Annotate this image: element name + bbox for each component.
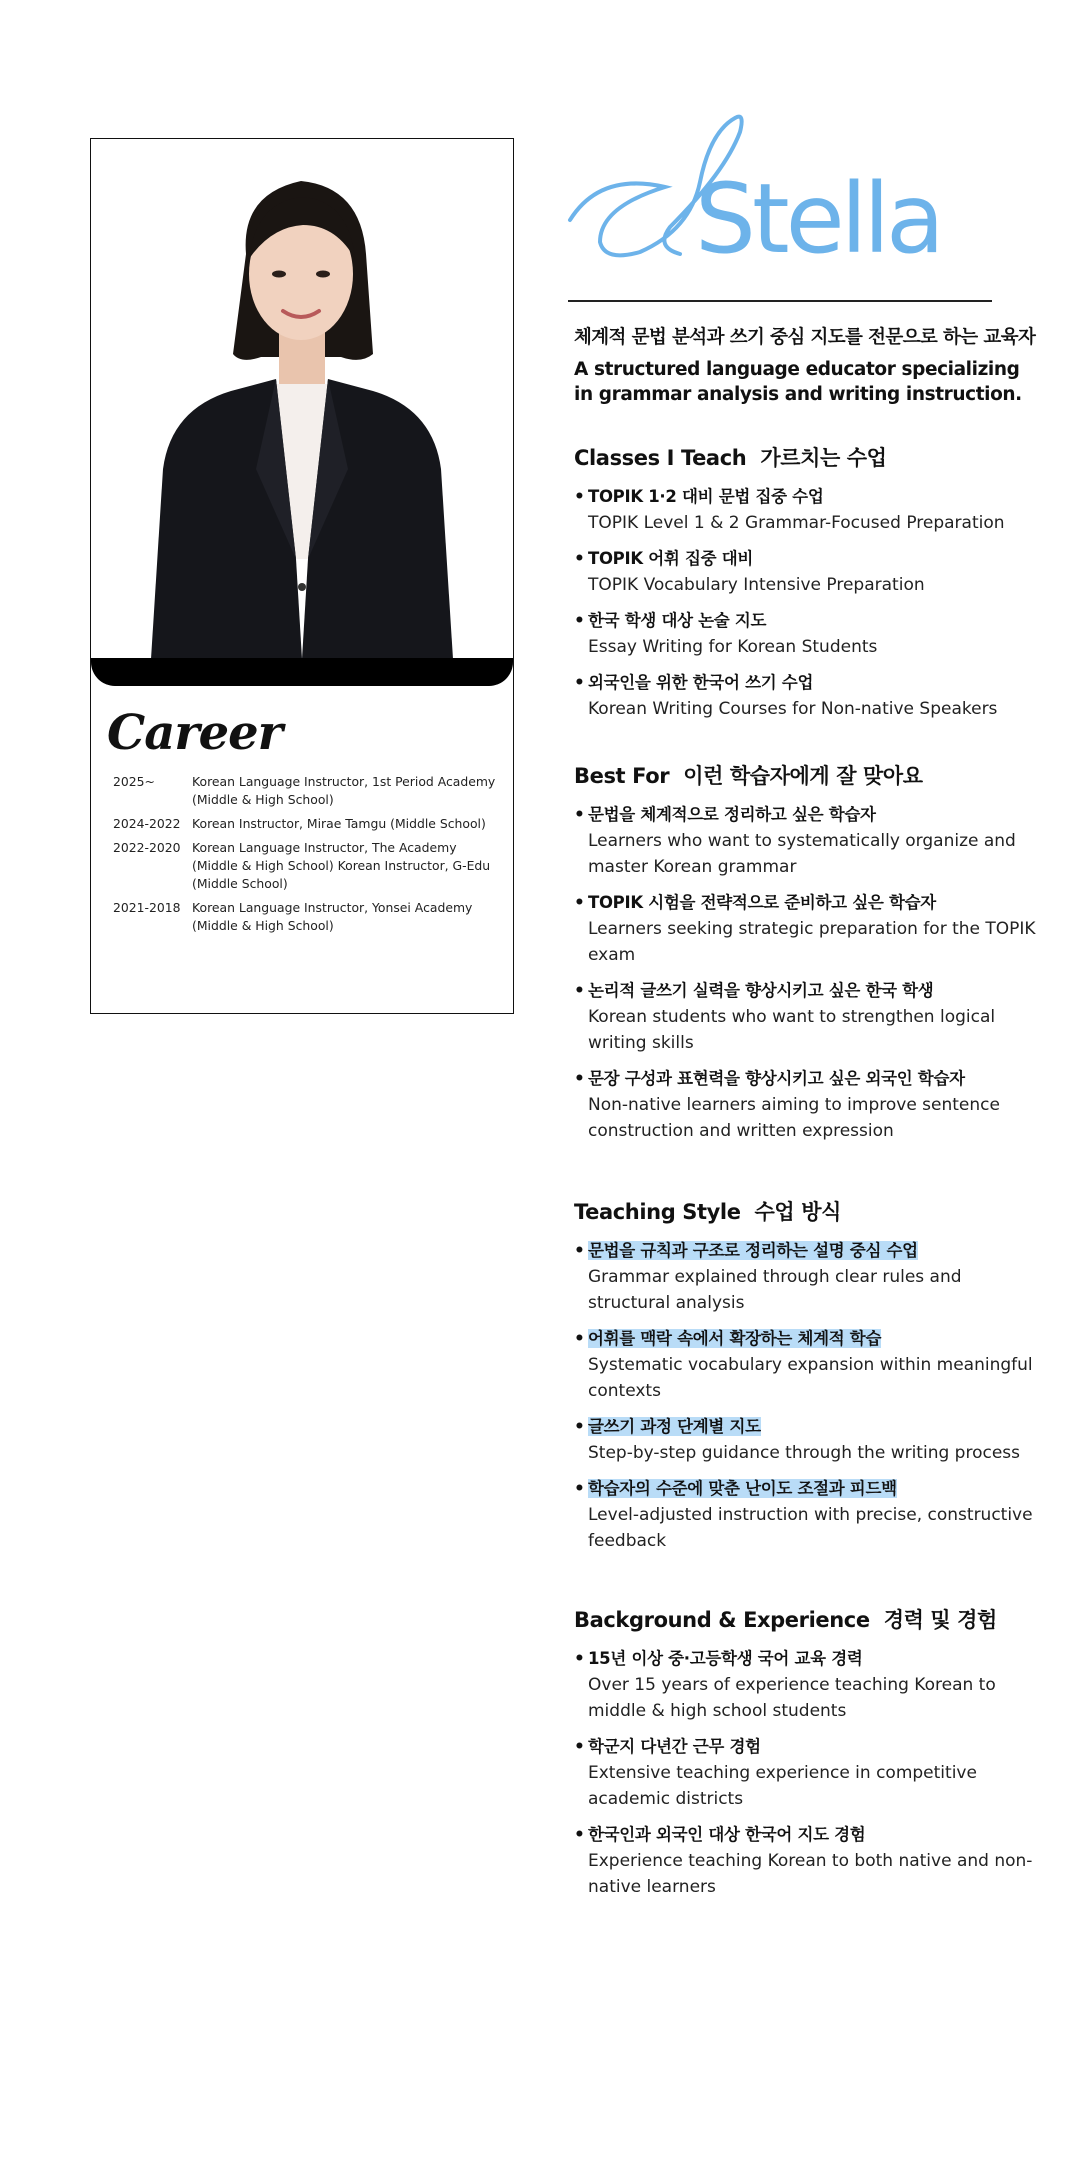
section-title-ko: 이런 학습자에게 잘 맞아요 (683, 764, 923, 788)
item-ko: 한국 학생 대상 논술 지도 (588, 611, 767, 630)
career-year: 2025~ (113, 774, 155, 789)
item-en: Experience teaching Korean to both native and non-native learners (588, 1851, 1033, 1897)
career-year: 2024-2022 (113, 816, 181, 831)
item-en: Korean Writing Courses for Non-native Speakers (588, 699, 998, 719)
section-best-for (574, 760, 1044, 1154)
item-ko: 외국인을 위한 한국어 쓰기 수업 (588, 673, 814, 692)
item-ko-highlight: 문법을 규칙과 구조로 정리하는 설명 중심 수업 (588, 1241, 918, 1260)
list-item: • 한국인과 외국인 대상 한국어 지도 경험 Experience teaching Korean to both native and non-native learners (574, 1822, 1044, 1900)
item-en: Korean students who want to strengthen logical writing skills (588, 1007, 996, 1053)
profile-card (90, 138, 514, 1014)
section-title (574, 1604, 1044, 1634)
career-row (113, 773, 503, 809)
item-ko: TOPIK 1·2 대비 문법 집중 수업 (588, 487, 824, 506)
item-en: TOPIK Level 1 & 2 Grammar-Focused Preparation (588, 513, 1005, 533)
career-row (113, 815, 503, 833)
item-ko: TOPIK 시험을 전략적으로 준비하고 싶은 학습자 (588, 893, 936, 912)
header-divider (568, 300, 992, 302)
list-item: • TOPIK 어휘 집중 대비 TOPIK Vocabulary Intensive Preparation (574, 546, 1044, 598)
item-ko: 논리적 글쓰기 실력을 향상시키고 싶은 한국 학생 (588, 981, 934, 1000)
section-teaching-style (574, 1196, 1044, 1564)
stella-logo (560, 112, 941, 275)
section-background (574, 1604, 1044, 1910)
section-title (574, 1196, 1044, 1226)
item-en: TOPIK Vocabulary Intensive Preparation (588, 575, 925, 595)
intro-en: A structured language educator specializing in grammar analysis and writing instruction. (574, 359, 1022, 405)
list-item: • 문장 구성과 표현력을 향상시키고 싶은 외국인 학습자 Non-native learners aiming to improve sentence construction and written expression (574, 1066, 1044, 1144)
item-ko: TOPIK 어휘 집중 대비 (588, 549, 753, 568)
career-title: Career (107, 705, 282, 761)
list-item: • TOPIK 시험을 전략적으로 준비하고 싶은 학습자 Learners seeking strategic preparation for the TOPIK exam (574, 890, 1044, 968)
section-title-ko: 가르치는 수업 (760, 446, 887, 470)
item-ko: 문장 구성과 표현력을 향상시키고 싶은 외국인 학습자 (588, 1069, 965, 1088)
career-desc: Korean Instructor, Mirae Tamgu (Middle School) (192, 816, 486, 831)
list-item: • 논리적 글쓰기 실력을 향상시키고 싶은 한국 학생 Korean students who want to strengthen logical writing skills (574, 978, 1044, 1056)
section-title (574, 442, 1044, 472)
career-desc: Korean Language Instructor, 1st Period Academy (Middle & High School) (192, 774, 496, 807)
section-title-ko: 수업 방식 (754, 1200, 842, 1224)
section-classes (574, 442, 1044, 732)
intro (574, 323, 1044, 407)
item-ko: 한국인과 외국인 대상 한국어 지도 경험 (588, 1825, 866, 1844)
list-item: • 한국 학생 대상 논술 지도 Essay Writing for Korean Students (574, 608, 1044, 660)
section-title-en: Best For (574, 764, 670, 788)
career-row (113, 899, 503, 935)
item-ko: 학군지 다년간 근무 경험 (588, 1737, 761, 1756)
item-ko-highlight: 어휘를 맥락 속에서 확장하는 체계적 학습 (588, 1329, 882, 1348)
item-en: Level-adjusted instruction with precise, constructive feedback (588, 1505, 1033, 1551)
section-title (574, 760, 1044, 790)
item-en: Systematic vocabulary expansion within meaningful contexts (588, 1355, 1033, 1401)
career-desc: Korean Language Instructor, The Academy (Middle & High School) Korean Instructor, G-Edu (Middle School) (192, 840, 491, 891)
intro-ko: 체계적 문법 분석과 쓰기 중심 지도를 전문으로 하는 교육자 (574, 327, 1036, 348)
item-ko: 문법을 체계적으로 정리하고 싶은 학습자 (588, 805, 876, 824)
item-en: Learners seeking strategic preparation for the TOPIK exam (588, 919, 1036, 965)
item-ko-highlight: 학습자의 수준에 맞춘 난이도 조절과 피드백 (588, 1479, 897, 1498)
list-item: • 어휘를 맥락 속에서 확장하는 체계적 학습 Systematic vocabulary expansion within meaningful contexts (574, 1326, 1044, 1404)
item-en: Extensive teaching experience in competitive academic districts (588, 1763, 977, 1809)
list-item: • 문법을 체계적으로 정리하고 싶은 학습자 Learners who want to systematically organize and master Korean grammar (574, 802, 1044, 880)
item-ko: 15년 이상 중·고등학생 국어 교육 경력 (588, 1649, 863, 1668)
section-title-en: Teaching Style (574, 1200, 741, 1224)
item-en: Non-native learners aiming to improve sentence construction and written expression (588, 1095, 1000, 1141)
brand-name: Stella (695, 163, 941, 275)
profile-photo (91, 139, 513, 659)
career-desc: Korean Language Instructor, Yonsei Academy (Middle & High School) (192, 900, 473, 933)
item-en: Over 15 years of experience teaching Korean to middle & high school students (588, 1675, 996, 1721)
list-item: • 외국인을 위한 한국어 쓰기 수업 Korean Writing Courses for Non-native Speakers (574, 670, 1044, 722)
section-title-ko: 경력 및 경험 (883, 1608, 997, 1632)
section-title-en: Classes I Teach (574, 446, 747, 470)
item-en: Learners who want to systematically organize and master Korean grammar (588, 831, 1016, 877)
list-item: • TOPIK 1·2 대비 문법 집중 수업 TOPIK Level 1 & 2 Grammar-Focused Preparation (574, 484, 1044, 536)
career-row (113, 839, 503, 893)
list-item: • 학군지 다년간 근무 경험 Extensive teaching experience in competitive academic districts (574, 1734, 1044, 1812)
list-item: • 15년 이상 중·고등학생 국어 교육 경력 Over 15 years of experience teaching Korean to middle & high school students (574, 1646, 1044, 1724)
list-item: • 문법을 규칙과 구조로 정리하는 설명 중심 수업 Grammar explained through clear rules and structural analysis (574, 1238, 1044, 1316)
section-title-en: Background & Experience (574, 1608, 870, 1632)
item-en: Step-by-step guidance through the writing process (588, 1443, 1020, 1463)
item-en: Grammar explained through clear rules and structural analysis (588, 1267, 962, 1313)
career-list (113, 773, 503, 941)
career-year: 2022-2020 (113, 840, 181, 855)
list-item: • 학습자의 수준에 맞춘 난이도 조절과 피드백 Level-adjusted instruction with precise, constructive feedback (574, 1476, 1044, 1554)
list-item: • 글쓰기 과정 단계별 지도 Step-by-step guidance through the writing process (574, 1414, 1044, 1466)
item-en: Essay Writing for Korean Students (588, 637, 878, 657)
photo-bottom-band (91, 658, 513, 686)
item-ko-highlight: 글쓰기 과정 단계별 지도 (588, 1417, 761, 1436)
career-year: 2021-2018 (113, 900, 181, 915)
